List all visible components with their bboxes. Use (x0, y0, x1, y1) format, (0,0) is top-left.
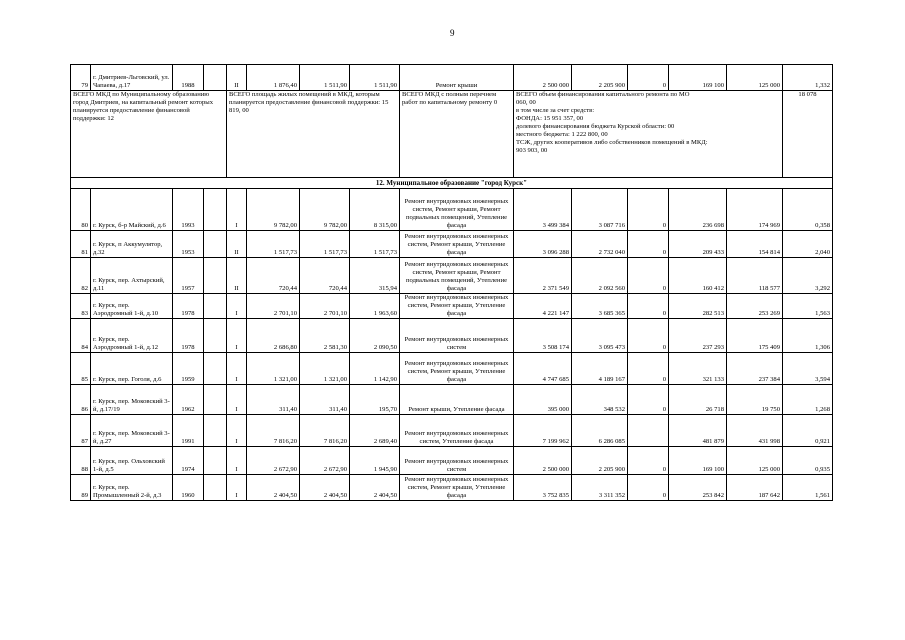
section-header-row (71, 178, 833, 189)
work-type-cell: Ремонт крыши, Утепление фасада (400, 385, 514, 415)
living-area-cell: 1 517,73 (300, 231, 350, 258)
row-number: 88 (71, 447, 91, 475)
group-cell: II (227, 231, 247, 258)
specific-cost-cell: 0,921 (783, 415, 833, 447)
residential-area-cell: 1 963,60 (350, 294, 400, 319)
work-type-cell: Ремонт внутридомовых инженерных систем, Ремонт крыши, Утепление фасада (400, 353, 514, 385)
regional-budget-cell: 0 (628, 475, 669, 501)
address-cell: г. Дмитриев-Льговский, ул. Чапаева, д.17 (91, 65, 173, 91)
summary-finance-total: 18 078 (783, 91, 833, 178)
specific-cost-cell: 2,040 (783, 231, 833, 258)
owners-funds-cell: 237 384 (727, 353, 783, 385)
total-cost-cell: 2 500 000 (514, 65, 572, 91)
regional-budget-cell: 0 (628, 65, 669, 91)
total-cost-cell: 7 199 962 (514, 415, 572, 447)
row-number: 89 (71, 475, 91, 501)
year-cell: 1978 (173, 294, 204, 319)
local-budget-cell: 253 842 (669, 475, 727, 501)
year-cell: 1991 (173, 415, 204, 447)
regional-budget-cell: 0 (628, 258, 669, 294)
living-area-cell: 1 511,90 (300, 65, 350, 91)
local-budget-cell: 236 698 (669, 189, 727, 231)
fund-cost-cell: 2 732 040 (572, 231, 628, 258)
address-cell: г. Курск, пер. Промышленный 2-й, д.3 (91, 475, 173, 501)
local-budget-cell: 160 412 (669, 258, 727, 294)
specific-cost-cell: 1,332 (783, 65, 833, 91)
residential-area-cell: 195,70 (350, 385, 400, 415)
local-budget-cell: 481 879 (669, 415, 727, 447)
summary-finance (514, 91, 783, 178)
specific-cost-cell: 0,358 (783, 189, 833, 231)
summary-finance-line: ВСЕГО объем финансирования капитального ремонта по МО (516, 91, 690, 98)
residential-area-cell: 2 090,50 (350, 319, 400, 353)
total-area-cell: 1 321,00 (247, 353, 300, 385)
blank-cell (204, 475, 227, 501)
local-budget-cell: 209 433 (669, 231, 727, 258)
address-cell: г. Курск, пер. Аэродромный 1-й, д.12 (91, 319, 173, 353)
local-budget-cell: 237 293 (669, 319, 727, 353)
residential-area-cell: 315,94 (350, 258, 400, 294)
summary-mkd-count (71, 91, 227, 178)
total-area-cell: 2 672,90 (247, 447, 300, 475)
owners-funds-cell: 175 409 (727, 319, 783, 353)
year-cell: 1993 (173, 189, 204, 231)
table-row (71, 258, 833, 294)
address-cell: г. Курск, пер. Моковский 3-й, д.17/19 (91, 385, 173, 415)
section-title: 12. Муниципальное образование "город Курск" (71, 178, 833, 189)
owners-funds-cell: 187 642 (727, 475, 783, 501)
total-cost-cell: 395 000 (514, 385, 572, 415)
blank-cell (204, 65, 227, 91)
total-cost-cell: 4 221 147 (514, 294, 572, 319)
summary-finance-line: 060, 00 (516, 99, 536, 106)
group-cell: I (227, 447, 247, 475)
work-type-cell: Ремонт внутридомовых инженерных систем, Утепление фасада (400, 415, 514, 447)
year-cell: 1957 (173, 258, 204, 294)
regional-budget-cell: 0 (628, 319, 669, 353)
work-type-cell: Ремонт внутридомовых инженерных систем (400, 447, 514, 475)
summary-mkd-count-value: 12 (107, 115, 114, 122)
work-type-cell: Ремонт внутридомовых инженерных систем, Ремонт крыши, Ремонт подвальных помещений, Утепление фасада (400, 258, 514, 294)
local-budget-cell: 169 100 (669, 447, 727, 475)
total-area-cell: 1 876,40 (247, 65, 300, 91)
blank-cell (204, 353, 227, 385)
year-cell: 1960 (173, 475, 204, 501)
row-number: 80 (71, 189, 91, 231)
regional-budget-cell (628, 415, 669, 447)
total-cost-cell: 3 096 288 (514, 231, 572, 258)
total-cost-cell: 4 747 685 (514, 353, 572, 385)
living-area-cell: 2 581,30 (300, 319, 350, 353)
specific-cost-cell: 1,563 (783, 294, 833, 319)
group-cell: I (227, 319, 247, 353)
blank-cell (204, 294, 227, 319)
summary-mkd-count-label: ВСЕГО МКД по Муниципальному образованию город Дмитриев, на капитальный ремонт которых планируется предоставление финансовой поддержки: (73, 91, 213, 122)
row-number: 85 (71, 353, 91, 385)
total-area-cell: 9 782,00 (247, 189, 300, 231)
living-area-cell: 2 404,50 (300, 475, 350, 501)
row-number: 79 (71, 65, 91, 91)
summary-finance-line: 903 903, 00 (516, 147, 548, 154)
specific-cost-cell: 0,935 (783, 447, 833, 475)
summary-finance-line: ФОНДА: 15 951 357, 00 (516, 115, 584, 122)
address-cell: г. Курск, пер. Ольховский 1-й, д.5 (91, 447, 173, 475)
owners-funds-cell: 154 814 (727, 231, 783, 258)
total-area-cell: 2 404,50 (247, 475, 300, 501)
row-number: 84 (71, 319, 91, 353)
work-type-cell: Ремонт внутридомовых инженерных систем, Ремонт крыши, Утепление фасада (400, 475, 514, 501)
fund-cost-cell: 2 092 560 (572, 258, 628, 294)
blank-cell (204, 415, 227, 447)
year-cell: 1988 (173, 65, 204, 91)
group-cell: I (227, 385, 247, 415)
regional-budget-cell: 0 (628, 385, 669, 415)
year-cell: 1953 (173, 231, 204, 258)
total-area-cell: 311,40 (247, 385, 300, 415)
blank-cell (204, 385, 227, 415)
living-area-cell: 720,44 (300, 258, 350, 294)
regional-budget-cell: 0 (628, 231, 669, 258)
year-cell: 1974 (173, 447, 204, 475)
total-cost-cell: 2 371 549 (514, 258, 572, 294)
table-row (71, 353, 833, 385)
total-area-cell: 2 701,10 (247, 294, 300, 319)
regional-budget-cell: 0 (628, 447, 669, 475)
total-cost-cell: 3 508 174 (514, 319, 572, 353)
group-cell: I (227, 415, 247, 447)
summary-area (227, 91, 400, 178)
specific-cost-cell: 3,292 (783, 258, 833, 294)
fund-cost-cell: 2 205 900 (572, 65, 628, 91)
local-budget-cell: 282 513 (669, 294, 727, 319)
year-cell: 1978 (173, 319, 204, 353)
local-budget-cell: 169 100 (669, 65, 727, 91)
table-row (71, 385, 833, 415)
total-cost-cell: 2 500 000 (514, 447, 572, 475)
summary-area-value: 15 819, 00 (229, 99, 389, 114)
total-cost-cell: 3 499 384 (514, 189, 572, 231)
total-cost-cell: 3 752 835 (514, 475, 572, 501)
blank-cell (204, 189, 227, 231)
address-cell: г. Курск, пер. Ахтырский, д.11 (91, 258, 173, 294)
owners-funds-cell: 174 969 (727, 189, 783, 231)
total-area-cell: 7 816,20 (247, 415, 300, 447)
local-budget-cell: 26 718 (669, 385, 727, 415)
year-cell: 1962 (173, 385, 204, 415)
residential-area-cell: 1 511,90 (350, 65, 400, 91)
summary-row (71, 91, 833, 178)
specific-cost-cell: 1,268 (783, 385, 833, 415)
page-number: 9 (450, 28, 455, 38)
living-area-cell: 1 321,00 (300, 353, 350, 385)
blank-cell (204, 258, 227, 294)
fund-cost-cell: 3 095 473 (572, 319, 628, 353)
summary-works-value: 0 (493, 99, 498, 106)
fund-cost-cell: 348 532 (572, 385, 628, 415)
residential-area-cell: 1 142,90 (350, 353, 400, 385)
fund-cost-cell: 3 685 365 (572, 294, 628, 319)
blank-cell (204, 231, 227, 258)
work-type-cell: Ремонт крыши (400, 65, 514, 91)
owners-funds-cell: 125 000 (727, 65, 783, 91)
work-type-cell: Ремонт внутридомовых инженерных систем, Ремонт крыши, Ремонт подвальных помещений, Утепление фасада (400, 189, 514, 231)
specific-cost-cell: 3,594 (783, 353, 833, 385)
regional-budget-cell: 0 (628, 353, 669, 385)
living-area-cell: 9 782,00 (300, 189, 350, 231)
summary-area-label: ВСЕГО площадь жилых помещений в МКД, которым планируется предоставление финансовой поддержки: (229, 91, 381, 106)
owners-funds-cell: 19 750 (727, 385, 783, 415)
owners-funds-cell: 125 000 (727, 447, 783, 475)
summary-finance-line: местного бюджета: 1 222 800, 00 (516, 131, 608, 138)
address-cell: г. Курск, пер. Моковский 3-й, д.27 (91, 415, 173, 447)
work-type-cell: Ремонт внутридомовых инженерных систем (400, 319, 514, 353)
summary-finance-line: ТСЖ, других кооперативов либо собственников помещений в МКД: (516, 139, 708, 146)
residential-area-cell: 2 689,40 (350, 415, 400, 447)
row-number: 82 (71, 258, 91, 294)
summary-finance-line: в том числе за счет средств: (516, 107, 595, 114)
blank-cell (204, 447, 227, 475)
total-area-cell: 1 517,73 (247, 231, 300, 258)
summary-works (400, 91, 514, 178)
table-row (71, 415, 833, 447)
group-cell: I (227, 353, 247, 385)
summary-finance-line: долевого финансирования бюджета Курской области: 00 (516, 123, 675, 130)
specific-cost-cell: 1,561 (783, 475, 833, 501)
table-row (71, 231, 833, 258)
work-type-cell: Ремонт внутридомовых инженерных систем, Ремонт крыши, Утепление фасада (400, 231, 514, 258)
fund-cost-cell: 6 286 085 (572, 415, 628, 447)
fund-cost-cell: 3 311 352 (572, 475, 628, 501)
group-cell: I (227, 189, 247, 231)
residential-area-cell: 8 315,00 (350, 189, 400, 231)
fund-cost-cell: 3 087 716 (572, 189, 628, 231)
living-area-cell: 7 816,20 (300, 415, 350, 447)
address-cell: г. Курск, п Аккумулятор, д.32 (91, 231, 173, 258)
specific-cost-cell: 1,306 (783, 319, 833, 353)
table-row (71, 189, 833, 231)
residential-area-cell: 2 404,50 (350, 475, 400, 501)
row-number: 86 (71, 385, 91, 415)
summary-works-label: ВСЕГО МКД с полным перечнем работ по капитальному ремонту (402, 91, 497, 106)
owners-funds-cell: 118 577 (727, 258, 783, 294)
blank-cell (204, 319, 227, 353)
row-number: 83 (71, 294, 91, 319)
living-area-cell: 2 672,90 (300, 447, 350, 475)
table-row (71, 294, 833, 319)
address-cell: г. Курск, пер. Аэродромный 1-й, д.10 (91, 294, 173, 319)
owners-funds-cell: 431 998 (727, 415, 783, 447)
owners-funds-cell: 253 269 (727, 294, 783, 319)
table-row (71, 475, 833, 501)
group-cell: I (227, 294, 247, 319)
work-type-cell: Ремонт внутридомовых инженерных систем, Ремонт крыши, Утепление фасада (400, 294, 514, 319)
total-area-cell: 720,44 (247, 258, 300, 294)
year-cell: 1959 (173, 353, 204, 385)
row-number: 81 (71, 231, 91, 258)
row-number: 87 (71, 415, 91, 447)
living-area-cell: 2 701,10 (300, 294, 350, 319)
group-cell: II (227, 65, 247, 91)
group-cell: II (227, 258, 247, 294)
address-cell: г. Курск, пер. Гоголя, д.6 (91, 353, 173, 385)
fund-cost-cell: 2 205 900 (572, 447, 628, 475)
regional-budget-cell: 0 (628, 189, 669, 231)
table-row (71, 65, 833, 91)
table-row (71, 319, 833, 353)
residential-area-cell: 1 945,90 (350, 447, 400, 475)
residential-area-cell: 1 517,73 (350, 231, 400, 258)
local-budget-cell: 321 133 (669, 353, 727, 385)
table-row (71, 447, 833, 475)
housing-register-table (70, 64, 833, 501)
living-area-cell: 311,40 (300, 385, 350, 415)
fund-cost-cell: 4 189 167 (572, 353, 628, 385)
total-area-cell: 2 686,80 (247, 319, 300, 353)
address-cell: г. Курск, б-р Майский, д.6 (91, 189, 173, 231)
group-cell: I (227, 475, 247, 501)
regional-budget-cell: 0 (628, 294, 669, 319)
